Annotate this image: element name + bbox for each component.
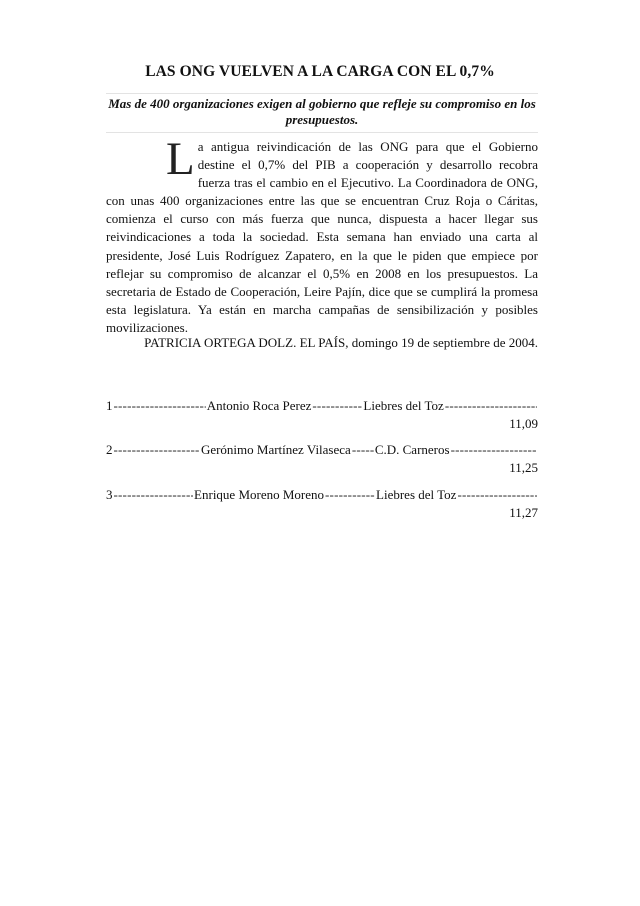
result-name: Enrique Moreno Moreno bbox=[194, 487, 325, 502]
leader-dashes bbox=[325, 486, 375, 504]
result-position: 1 bbox=[106, 398, 113, 413]
article-byline: PATRICIA ORTEGA DOLZ. EL PAÍS, domingo 19 de septiembre de 2004. bbox=[144, 335, 538, 350]
leader-dashes bbox=[114, 397, 206, 415]
result-club: Liebres del Toz bbox=[363, 398, 444, 413]
leader-dashes bbox=[451, 441, 537, 459]
result-entry bbox=[106, 486, 538, 522]
result-name: Antonio Roca Perez bbox=[206, 398, 312, 413]
result-time: 11,09 bbox=[509, 416, 538, 431]
dropcap-letter: L bbox=[166, 133, 195, 185]
leader-dashes bbox=[445, 397, 537, 415]
leader-dashes bbox=[457, 486, 537, 504]
result-club: Liebres del Toz bbox=[376, 487, 457, 502]
leader-dashes bbox=[352, 441, 374, 459]
article-title: LAS ONG VUELVEN A LA CARGA CON EL 0,7% bbox=[145, 63, 495, 80]
result-position: 2 bbox=[106, 442, 113, 457]
leader-dashes bbox=[312, 397, 362, 415]
result-name: Gerónimo Martínez Vilaseca bbox=[200, 442, 351, 457]
result-time: 11,25 bbox=[509, 460, 538, 475]
result-entry bbox=[106, 397, 538, 433]
leader-dashes bbox=[114, 441, 200, 459]
result-entry bbox=[106, 441, 538, 477]
article-body-text: a antigua reivindicación de las ONG para que el Gobierno destine el 0,7% del PIB a cooperación y desarrollo recobra fuerza tras el cambio en el Ejecutivo. La Coordinadora de ONG, con unas 400 organizaciones entre las que se encuentran Cruz Roja o Cáritas, comienza el curso con más fuerza que nunca, dispuesta a hacer llegar sus reivindicaciones a toda la sociedad. Esta semana han enviado una carta al presidente, José Luis Rodríguez Zapatero, en la que le piden que empiece por reflejar su compromiso de alcanzar el 0,5% en 2008 en los presupuestos. La secretaria de Estado de Cooperación, Leire Pajín, dice que se cumplirá la promesa esta legislatura. Ya están en marcha campañas de sensibilización y posibles movilizaciones. bbox=[106, 139, 538, 335]
result-club: C.D. Carneros bbox=[374, 442, 450, 457]
result-position: 3 bbox=[106, 487, 113, 502]
article-subtitle: Mas de 400 organizaciones exigen al gobierno que refleje su compromiso en los presupuestos. bbox=[106, 93, 538, 133]
leader-dashes bbox=[114, 486, 194, 504]
result-time: 11,27 bbox=[509, 505, 538, 520]
article-body bbox=[106, 133, 538, 337]
